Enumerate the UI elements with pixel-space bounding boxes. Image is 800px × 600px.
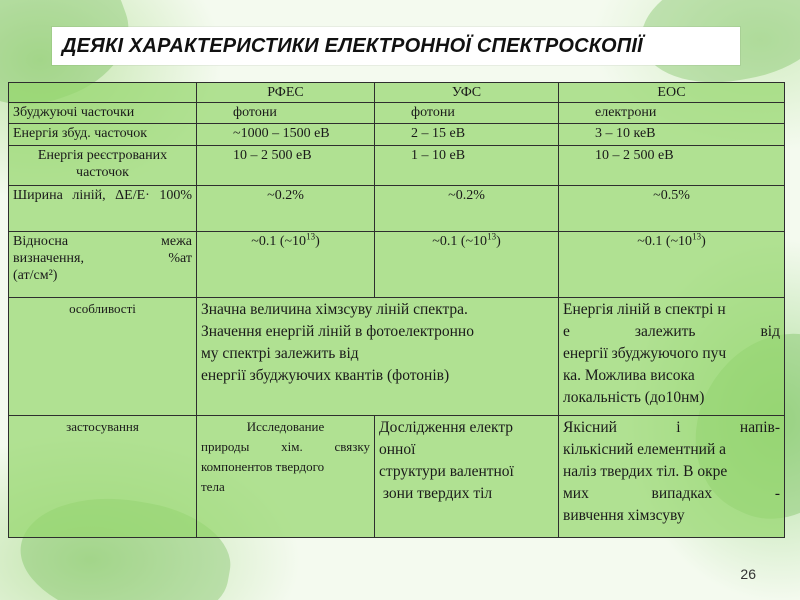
value-exp: 13 xyxy=(487,231,497,242)
value-close: ) xyxy=(315,234,320,249)
cell-eos xyxy=(559,416,785,538)
text-line: структури валентної xyxy=(379,463,514,480)
row-detection xyxy=(9,232,785,298)
text-line: енергії збуджуючого пуч xyxy=(563,345,727,362)
text-line: природы хім. связку xyxy=(201,439,370,454)
value-exp: 13 xyxy=(692,231,702,242)
value-close: ) xyxy=(701,234,706,249)
header-eos: ЕОС xyxy=(559,83,785,103)
cell-eos: 10 – 2 500 еВ xyxy=(559,146,785,186)
row-energy xyxy=(9,124,785,146)
row-applications xyxy=(9,416,785,538)
header-ufs: УФС xyxy=(375,83,559,103)
cell-rfes: 10 – 2 500 еВ xyxy=(197,146,375,186)
value-base: ~0.1 (~10 xyxy=(432,234,488,249)
row-linewidth xyxy=(9,186,785,232)
cell-eos xyxy=(559,232,785,298)
row-label: застосування xyxy=(9,416,197,538)
label-line: Відносна межа xyxy=(13,234,192,249)
value-base: ~0.1 (~10 xyxy=(637,234,693,249)
characteristics-table xyxy=(8,82,785,538)
cell-ufs xyxy=(375,232,559,298)
cell-eos: 3 – 10 кеВ xyxy=(559,124,785,146)
row-label xyxy=(9,232,197,298)
row-label: Енергія реєстрованих часточок xyxy=(9,146,197,186)
page-number: 26 xyxy=(740,566,756,582)
text-line: Енергія ліній в спектрі н xyxy=(563,301,726,318)
text-line: ка. Можлива висока xyxy=(563,367,695,384)
text-line: Значення енергій ліній в фотоелектронно xyxy=(201,323,474,340)
cell-rfes xyxy=(197,416,375,538)
row-particles xyxy=(9,103,785,124)
cell-eos: електрони xyxy=(559,103,785,124)
cell-rfes xyxy=(197,232,375,298)
text-line: Значна величина хімзсуву ліній спектра. xyxy=(201,301,468,318)
value-base: ~0.1 (~10 xyxy=(251,234,307,249)
header-rfes: РФЕС xyxy=(197,83,375,103)
value-exp: 13 xyxy=(306,231,316,242)
row-registered xyxy=(9,146,785,186)
title-box xyxy=(52,27,740,65)
text-line: енергії збуджуючих квантів (фотонів) xyxy=(201,367,450,384)
slide-title: ДЕЯКІ ХАРАКТЕРИСТИКИ ЕЛЕКТРОННОЇ СПЕКТРОСКОПІЇ xyxy=(62,34,643,57)
cell-ufs: ~0.2% xyxy=(375,186,559,232)
text-line: тела xyxy=(201,479,225,494)
text-line: Исследование xyxy=(246,419,325,434)
cell-ufs: фотони xyxy=(375,103,559,124)
text-line: онної xyxy=(379,441,416,458)
text-line: вивчення хімзсуву xyxy=(563,507,685,524)
text-line: му спектрі залежить від xyxy=(201,345,359,362)
cell-rfes-ufs xyxy=(197,298,559,416)
cell-eos xyxy=(559,298,785,416)
text-line: кількісний елементний а xyxy=(563,441,727,458)
text-line: компонентов твердого xyxy=(201,459,325,474)
text-line: локальність (до10нм) xyxy=(563,389,705,406)
row-features xyxy=(9,298,785,416)
row-label: Енергія збуд. часточок xyxy=(9,124,197,146)
row-label: Ширина ліній, ΔЕ/Е· 100% xyxy=(9,186,197,232)
cell-ufs: 1 – 10 еВ xyxy=(375,146,559,186)
text-line: Дослідження електр xyxy=(379,419,514,436)
text-line: зони твердих тіл xyxy=(379,485,493,502)
label-line: (ат/см²) xyxy=(13,268,58,283)
cell-rfes: ~0.2% xyxy=(197,186,375,232)
text-line: Якісний і напів- xyxy=(563,419,780,436)
header-empty xyxy=(9,83,197,103)
value-close: ) xyxy=(496,234,501,249)
row-label: Збуджуючі часточки xyxy=(9,103,197,124)
cell-rfes: ~1000 – 1500 еВ xyxy=(197,124,375,146)
cell-rfes: фотони xyxy=(197,103,375,124)
cell-ufs: 2 – 15 еВ xyxy=(375,124,559,146)
cell-ufs xyxy=(375,416,559,538)
label-line: визначення, %ат xyxy=(13,251,192,266)
text-line: наліз твердих тіл. В окре xyxy=(563,463,728,480)
row-label: особливості xyxy=(9,298,197,416)
cell-eos: ~0.5% xyxy=(559,186,785,232)
header-row xyxy=(9,83,785,103)
text-line: е залежить від xyxy=(563,323,780,340)
text-line: мих випадках - xyxy=(563,485,780,502)
